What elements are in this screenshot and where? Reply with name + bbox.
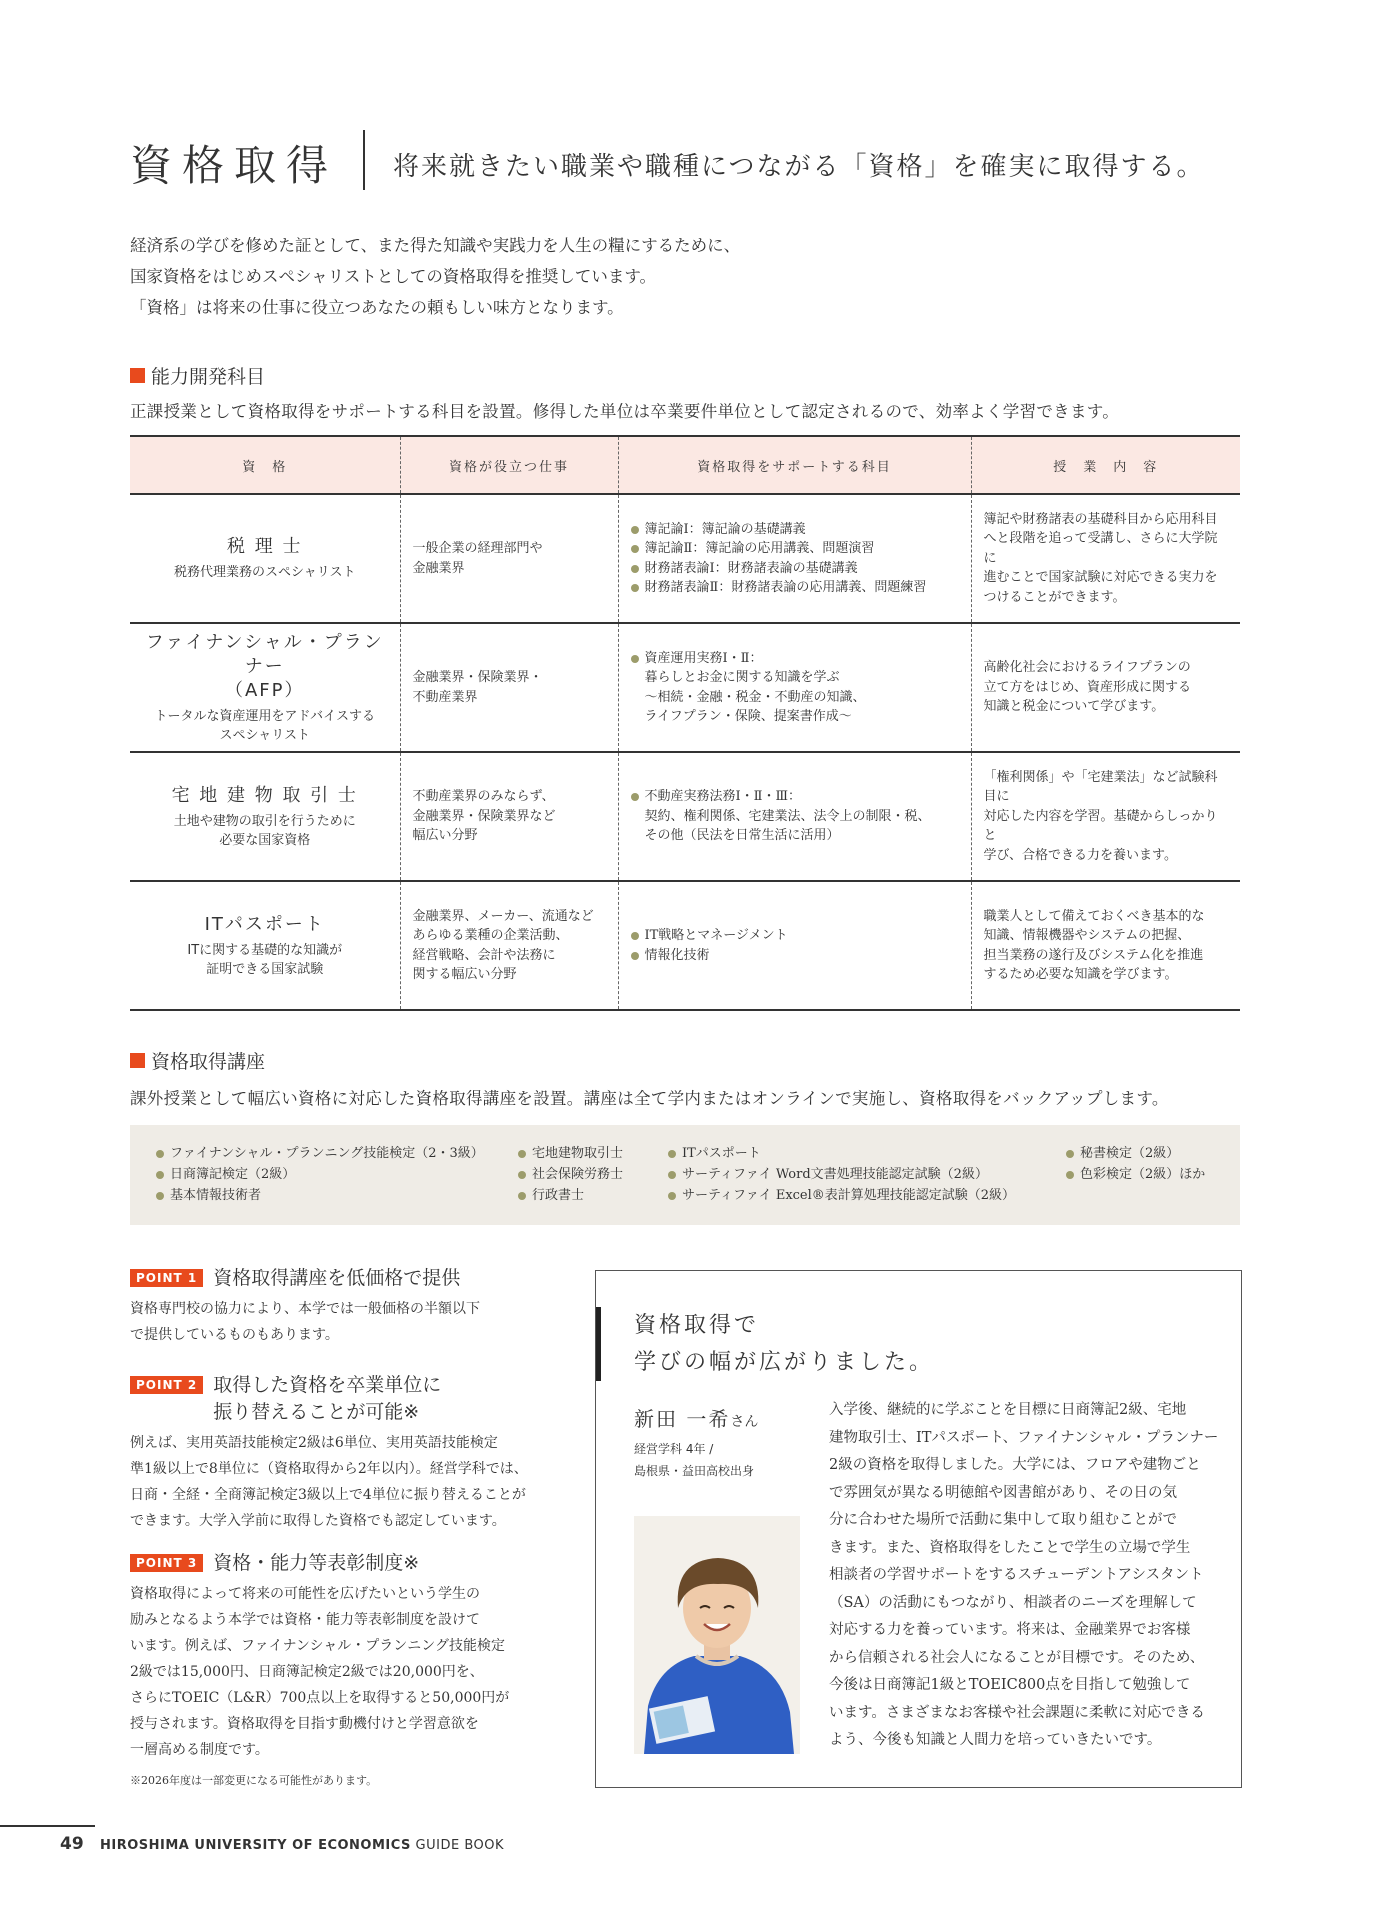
course-column <box>156 1143 484 1206</box>
student-photo <box>634 1516 800 1754</box>
course-item: 基本情報技術者 <box>156 1185 484 1206</box>
table-row <box>130 752 1240 881</box>
qualification-sub: 土地や建物の取引を行うために 必要な国家資格 <box>173 813 356 848</box>
point-title: 資格・能力等表彰制度※ <box>213 1552 420 1574</box>
jobs-cell: 金融業界・保険業界・ 不動産業界 <box>400 623 618 752</box>
subject-item: 簿記論Ⅱ：簿記論の応用講義、問題演習 <box>631 539 959 559</box>
interview-heading: 資格取得で 学びの幅が広がりました。 <box>634 1313 935 1375</box>
qualification-name: 宅 地 建 物 取 引 士 <box>171 784 358 806</box>
intro-line: 国家資格をはじめスペシャリストとしての資格取得を推奨しています。 <box>130 267 657 286</box>
course-item: サーティファイ Word文書処理技能認定試験（2級） <box>668 1164 1015 1185</box>
course-item: 日商簿記検定（2級） <box>156 1164 484 1185</box>
qualification-cell <box>130 752 400 881</box>
square-marker-icon <box>130 368 145 383</box>
section-heading-label: 能力開発科目 <box>151 366 266 388</box>
subject-item: 不動産実務法務Ⅰ・Ⅱ・Ⅲ： 契約、権利関係、宅建業法、法令上の制限・税、 その他（民法を日常生活に活用） <box>631 787 959 846</box>
page-title: 資格取得 <box>130 141 339 190</box>
footer-book: GUIDE BOOK <box>415 1838 505 1853</box>
page-subtitle: 将来就きたい職業や職種につながる「資格」を確実に取得する。 <box>393 152 1205 182</box>
content-cell: 簿記や財務諸表の基礎科目から応用科目 へと段階を追って受講し、さらに大学院に 進むことで国家試験に対応できる実力を つけることができます。 <box>971 494 1240 623</box>
qualification-name: 税 理 士 <box>227 536 303 557</box>
subjects-cell <box>618 881 971 1010</box>
qualification-sub: ITに関する基礎的な知識が 証明できる国家試験 <box>187 942 343 977</box>
intro-line: 経済系の学びを修めた証として、また得た知識や実践力を人生の糧にするために、 <box>130 236 741 255</box>
subjects-cell <box>618 752 971 881</box>
heading-bar <box>596 1307 601 1381</box>
subject-item: 資産運用実務Ⅰ・Ⅱ： 暮らしとお金に関する知識を学ぶ ～相続・金融・税金・不動産の知識、 ライフプラン・保険、提案書作成～ <box>631 649 959 727</box>
student-name-text: 新田 一希 <box>634 1407 731 1431</box>
point-badge: POINT 2 <box>130 1376 203 1394</box>
qualification-name: ファイナンシャル・プランナー （AFP） <box>145 631 384 701</box>
intro-line: 「資格」は将来の仕事に役立つあなたの頼もしい味方となります。 <box>130 298 624 317</box>
point-2 <box>130 1372 550 1534</box>
point-3 <box>130 1550 550 1763</box>
column-header: 資格取得をサポートする科目 <box>618 436 971 494</box>
jobs-cell: 不動産業界のみならず、 金融業界・保険業界など 幅広い分野 <box>400 752 618 881</box>
column-header: 資 格 <box>130 436 400 494</box>
table-row <box>130 623 1240 752</box>
course-item: 色彩検定（2級）ほか <box>1066 1164 1205 1185</box>
course-column <box>668 1143 1015 1206</box>
footnote: ※2026年度は一部変更になる可能性があります。 <box>130 1774 378 1787</box>
content-cell: 「権利関係」や「宅建業法」など試験科目に 対応した内容を学習。基礎からしっかりと 学び、合格できる力を養います。 <box>971 752 1240 881</box>
student-photo-illustration <box>634 1516 800 1754</box>
jobs-cell: 一般企業の経理部門や 金融業界 <box>400 494 618 623</box>
point-body: 資格取得によって将来の可能性を広げたいという学生の 励みとなるよう本学では資格・能力等表彰制度を設けて います。例えば、ファイナンシャル・プランニング技能検定 2級では15,000円、日商簿記検定2級では20,000円を、 さらにTOEIC（L&R）700点以上を取得すると50,000円が 授与されます。資格取得を目指す動機付けと学習意欲を 一層高める制度です。 <box>130 1586 510 1758</box>
content-cell: 高齢化社会におけるライフプランの 立て方をはじめ、資産形成に関する 知識と税金について学びます。 <box>971 623 1240 752</box>
subjects-cell <box>618 494 971 623</box>
section-description: 正課授業として資格取得をサポートする科目を設置。修得した単位は卒業要件単位として認定されるので、効率よく学習できます。 <box>130 402 1120 421</box>
intro-text <box>130 230 1230 323</box>
qualification-sub: 税務代理業務のスペシャリスト <box>174 565 356 580</box>
student-name <box>634 1403 758 1432</box>
point-badge: POINT 3 <box>130 1554 203 1572</box>
student-interview-box <box>595 1270 1242 1788</box>
square-marker-icon <box>130 1053 145 1068</box>
course-item: 社会保険労務士 <box>518 1164 623 1185</box>
student-department: 経営学科 4年 / 島根県・益田高校出身 <box>634 1442 755 1478</box>
course-item: 宅地建物取引士 <box>518 1143 623 1164</box>
section-description: 課外授業として幅広い資格に対応した資格取得講座を設置。講座は全て学内またはオンラインで実施し、資格取得をバックアップします。 <box>130 1089 1169 1108</box>
point-title: 資格取得講座を低価格で提供 <box>213 1267 461 1289</box>
course-item: ファイナンシャル・プランニング技能検定（2・3級） <box>156 1143 484 1164</box>
title-divider <box>363 130 365 190</box>
point-title: 取得した資格を卒業単位に 振り替えることが可能※ <box>213 1374 442 1423</box>
subject-item: 財務諸表論Ⅱ：財務諸表論の応用講義、問題練習 <box>631 578 959 598</box>
subjects-cell <box>618 623 971 752</box>
qualification-cell <box>130 623 400 752</box>
page-number: 49 <box>60 1834 84 1854</box>
qualification-cell <box>130 881 400 1010</box>
subject-item: 情報化技術 <box>631 946 959 966</box>
interview-body: 入学後、継続的に学ぶことを目標に日商簿記2級、宅地 建物取引士、ITパスポート、ファイナンシャル・プランナー 2級の資格を取得しました。大学には、フロアや建物ごと で雰囲気が異なる明徳館や図書館があり、その日の気 分に合わせた場所で活動に集中して取り組むことがで きます。また、資格取得をしたことで学生の立場で学生 相談者の学習サポートをするスチューデントアシスタント （SA）の活動にもつながり、相談者のニーズを理解して 対応する力を養っています。将来は、金融業界でお客様 から信頼される社会人になることが目標です。そのため、 今後は日商簿記1級とTOEIC800点を目指して勉強して います。さまざまなお客様や社会課題に柔軟に対応できる よう、今後も知識と人間力を培っていきたいです。 <box>829 1402 1219 1748</box>
student-honorific: さん <box>730 1414 759 1430</box>
table-row <box>130 881 1240 1010</box>
point-body: 例えば、実用英語技能検定2級は6単位、実用英語技能検定 準1級以上で8単位に（資格取得から2年以内）。経営学科では、 日商・全経・全商簿記検定3級以上で4単位に振り替えることが できます。大学入学前に取得した資格でも認定しています。 <box>130 1435 528 1529</box>
qualification-cell <box>130 494 400 623</box>
column-header: 授 業 内 容 <box>971 436 1240 494</box>
jobs-cell: 金融業界、メーカー、流通など あらゆる業種の企業活動、 経営戦略、会計や法務に 関する幅広い分野 <box>400 881 618 1010</box>
column-header: 資格が役立つ仕事 <box>400 436 618 494</box>
table-header-row <box>130 436 1240 494</box>
course-column <box>518 1143 623 1206</box>
course-item: ITパスポート <box>668 1143 1015 1164</box>
course-item: 秘書検定（2級） <box>1066 1143 1205 1164</box>
footer-school: HIROSHIMA UNIVERSITY OF ECONOMICS <box>100 1838 411 1853</box>
subject-item: 簿記論Ⅰ：簿記論の基礎講義 <box>631 520 959 540</box>
point-1 <box>130 1265 550 1348</box>
section-heading-ability <box>130 362 265 389</box>
table-row <box>130 494 1240 623</box>
course-list-box <box>130 1125 1240 1225</box>
subject-item: 財務諸表論Ⅰ：財務諸表論の基礎講義 <box>631 559 959 579</box>
content-cell: 職業人として備えておくべき基本的な 知識、情報機器やシステムの把握、 担当業務の遂行及びシステム化を推進 するため必要な知識を学びます。 <box>971 881 1240 1010</box>
point-body: 資格専門校の協力により、本学では一般価格の半額以下 で提供しているものもあります。 <box>130 1301 480 1343</box>
course-column <box>1066 1143 1205 1185</box>
qualifications-table <box>130 435 1240 1011</box>
qualification-name: ITパスポート <box>204 913 325 935</box>
footer-book-title <box>100 1838 504 1853</box>
subject-item: IT戦略とマネージメント <box>631 926 959 946</box>
qualification-sub: トータルな資産運用をアドバイスする スペシャリスト <box>154 708 376 743</box>
section-heading-courses <box>130 1047 265 1074</box>
footer-rule <box>0 1825 95 1827</box>
point-badge: POINT 1 <box>130 1269 203 1287</box>
section-heading-label: 資格取得講座 <box>151 1051 266 1073</box>
course-item: サーティファイ Excel®表計算処理技能認定試験（2級） <box>668 1185 1015 1206</box>
course-item: 行政書士 <box>518 1185 623 1206</box>
